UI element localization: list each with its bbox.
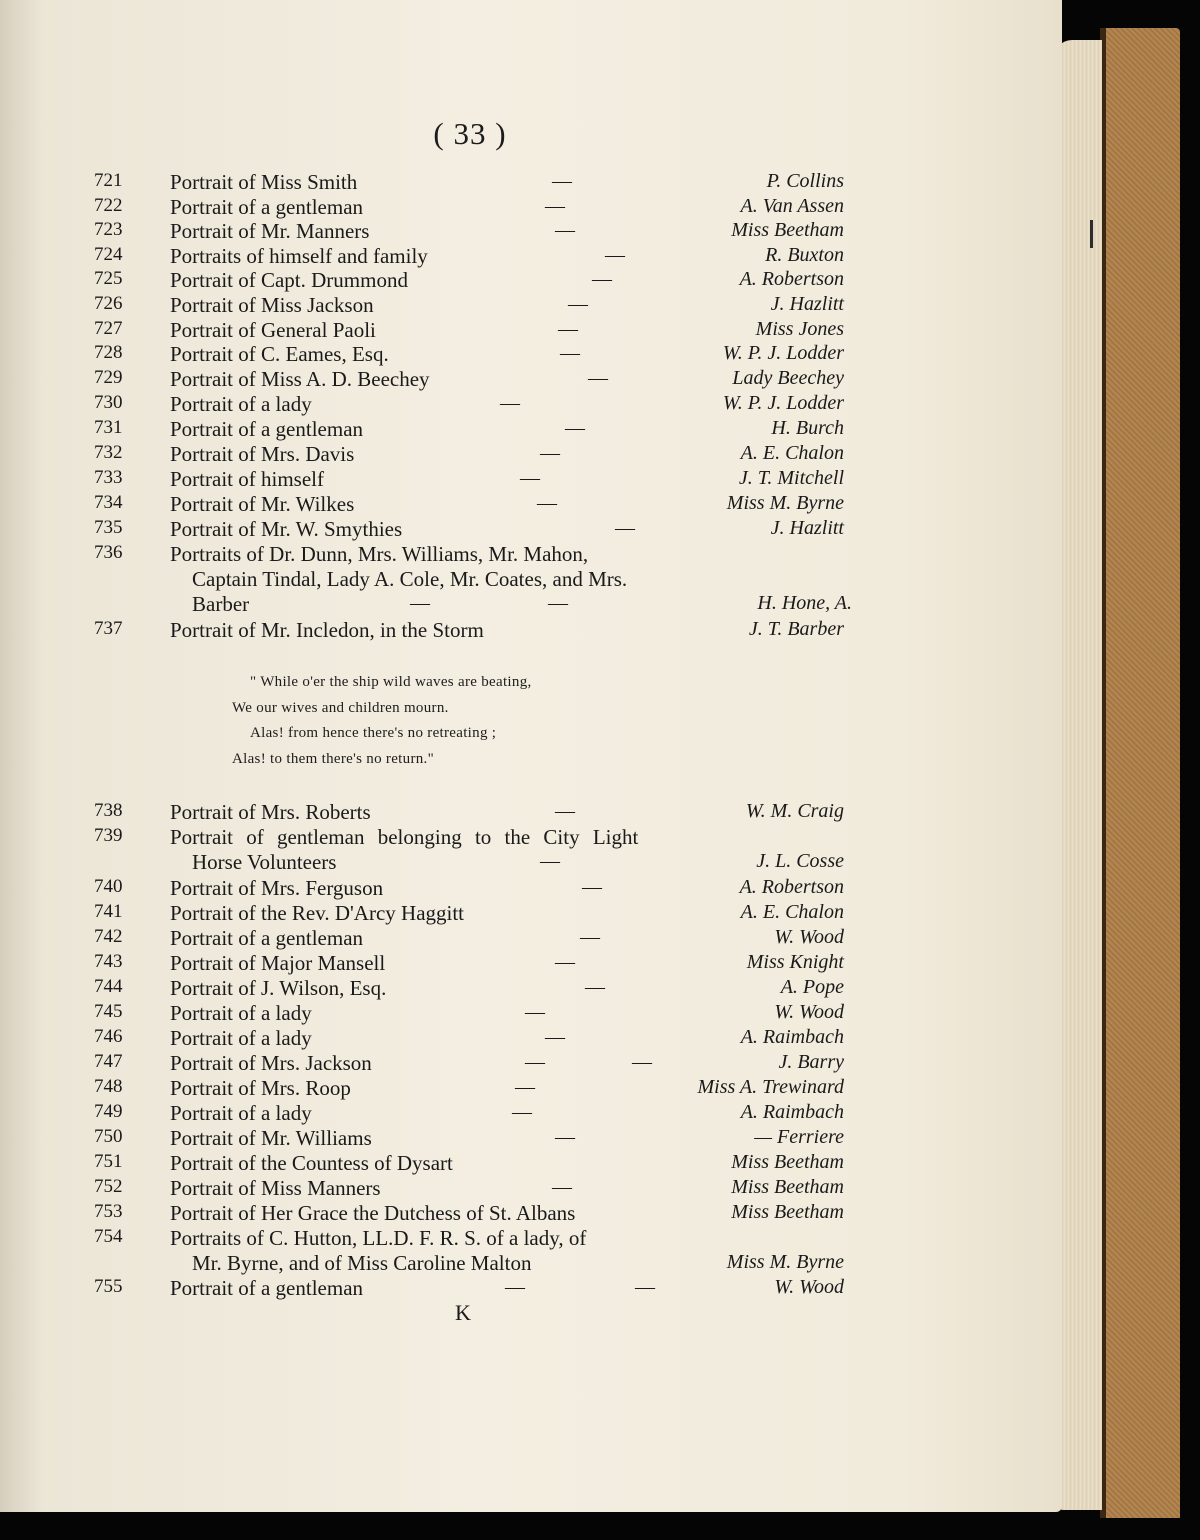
entry-artist: J. Hazlitt bbox=[770, 517, 844, 539]
catalogue-entry bbox=[0, 517, 1062, 543]
entry-artist: Miss Beetham bbox=[731, 1176, 844, 1198]
entry-dash: — bbox=[515, 1076, 535, 1098]
entry-number: 721 bbox=[94, 170, 123, 191]
entry-title-line-2: Horse Volunteers bbox=[192, 850, 337, 874]
entry-dash: — bbox=[555, 800, 575, 822]
entry-artist: Miss M. Byrne bbox=[726, 492, 844, 514]
catalogue-entry bbox=[0, 392, 1062, 418]
entry-artist: A. Robertson bbox=[739, 268, 844, 290]
entry-number: 754 bbox=[94, 1226, 123, 1247]
entry-title: Portrait of Her Grace the Dutchess of St. Albans bbox=[170, 1201, 576, 1225]
entry-artist: W. Wood bbox=[774, 1276, 844, 1298]
entry-artist: P. Collins bbox=[766, 170, 844, 192]
book-cover-edge bbox=[1100, 28, 1180, 1518]
entry-title: Portrait of a gentleman bbox=[170, 417, 364, 441]
entry-title: Portrait of the Rev. D'Arcy Haggitt bbox=[170, 901, 465, 925]
entry-artist: Miss Jones bbox=[755, 318, 844, 340]
entry-artist: A. E. Chalon bbox=[740, 901, 844, 923]
entry-artist: A. Pope bbox=[780, 976, 844, 998]
bookmark-ribbon bbox=[1090, 220, 1093, 248]
entry-number: 742 bbox=[94, 926, 123, 947]
entry-number: 752 bbox=[94, 1176, 123, 1197]
entry-dash: — bbox=[540, 850, 560, 872]
entry-artist: R. Buxton bbox=[765, 244, 844, 266]
entry-number: 755 bbox=[94, 1276, 123, 1297]
entry-dash: — bbox=[552, 170, 572, 192]
entry-number: 729 bbox=[94, 367, 123, 388]
entry-title: Portrait of a gentleman bbox=[170, 926, 364, 950]
catalogue-entry bbox=[0, 293, 1062, 319]
entry-title: Portrait of a gentleman bbox=[170, 195, 364, 219]
entry-title: Portrait of a gentleman bbox=[170, 1276, 364, 1300]
entry-number: 746 bbox=[94, 1026, 123, 1047]
entry-dash: — bbox=[552, 1176, 572, 1198]
entry-number: 724 bbox=[94, 244, 123, 265]
entry-artist: A. Raimbach bbox=[740, 1026, 844, 1048]
entry-artist: W. Wood bbox=[774, 926, 844, 948]
verse-line: Alas! to them there's no return." bbox=[232, 751, 435, 767]
entry-artist: W. Wood bbox=[774, 1001, 844, 1023]
entry-number: 727 bbox=[94, 318, 123, 339]
verse-line: Alas! from hence there's no retreating ; bbox=[250, 725, 497, 741]
entry-number: 735 bbox=[94, 517, 123, 538]
catalogue-entry bbox=[0, 195, 1062, 221]
catalogue-entry bbox=[0, 1176, 1062, 1202]
catalogue-entry bbox=[0, 1051, 1062, 1077]
entry-dash: — bbox=[580, 926, 600, 948]
entry-number: 744 bbox=[94, 976, 123, 997]
entry-dash: — bbox=[588, 367, 608, 389]
entry-number: 723 bbox=[94, 219, 123, 240]
entry-artist: Miss Beetham bbox=[731, 1201, 844, 1223]
catalogue-entry bbox=[0, 1201, 1062, 1227]
entry-dash: — bbox=[540, 442, 560, 464]
entry-dash: — bbox=[545, 1026, 565, 1048]
entry-artist: Miss A. Trewinard bbox=[697, 1076, 844, 1098]
catalogue-entry bbox=[0, 318, 1062, 344]
entry-number: 751 bbox=[94, 1151, 123, 1172]
entry-number: 733 bbox=[94, 467, 123, 488]
entry-title: Portrait of Mrs. Jackson bbox=[170, 1051, 372, 1075]
entry-dash: — bbox=[537, 492, 557, 514]
entry-dash: — bbox=[555, 219, 575, 241]
entry-title: Portraits of Dr. Dunn, Mrs. Williams, Mr. Mahon, bbox=[170, 542, 589, 566]
catalogue-entry bbox=[0, 170, 1062, 196]
entry-number: 726 bbox=[94, 293, 123, 314]
entry-title: Portrait of Mr. Williams bbox=[170, 1126, 372, 1150]
catalogue-entry bbox=[0, 976, 1062, 1002]
entry-dash: — bbox=[582, 876, 602, 898]
catalogue-entry bbox=[0, 1151, 1062, 1177]
entry-title: Portraits of C. Hutton, LL.D. F. R. S. of a lady, of bbox=[170, 1226, 587, 1250]
entry-dash: — bbox=[568, 293, 588, 315]
entry-title: Portraits of himself and family bbox=[170, 244, 428, 268]
catalogue-entry bbox=[0, 1001, 1062, 1027]
entry-artist: J. T. Mitchell bbox=[738, 467, 844, 489]
entry-number: 740 bbox=[94, 876, 123, 897]
entry-dash: — bbox=[545, 195, 565, 217]
entry-title: Portrait of Mr. Incledon, in the Storm bbox=[170, 618, 484, 642]
entry-number: 730 bbox=[94, 392, 123, 413]
entry-artist: Miss M. Byrne bbox=[726, 1251, 844, 1273]
entry-artist: W. M. Craig bbox=[745, 800, 844, 822]
entry-artist: Miss Beetham bbox=[731, 219, 844, 241]
entry-dash: — bbox=[520, 467, 540, 489]
entry-artist: H. Burch bbox=[771, 417, 844, 439]
catalogue-entry bbox=[0, 800, 1062, 826]
entry-dash: — bbox=[548, 592, 568, 614]
entry-artist: W. P. J. Lodder bbox=[722, 342, 844, 364]
catalogue-entry bbox=[0, 417, 1062, 443]
entry-dash: — bbox=[560, 342, 580, 364]
catalogue-entry-continuation bbox=[0, 1251, 1062, 1277]
entry-artist: Lady Beechey bbox=[732, 367, 844, 389]
entry-number: 722 bbox=[94, 195, 123, 216]
entry-dash: — bbox=[558, 318, 578, 340]
entry-title: Portrait of C. Eames, Esq. bbox=[170, 342, 389, 366]
catalogue-entry bbox=[0, 1101, 1062, 1127]
catalogue-entry bbox=[0, 1226, 1062, 1252]
catalogue-entry bbox=[0, 876, 1062, 902]
catalogue-entry bbox=[0, 467, 1062, 493]
entry-title: Portrait of Mr. W. Smythies bbox=[170, 517, 403, 541]
catalogue-entry bbox=[0, 1276, 1062, 1302]
verse-line: " While o'er the ship wild waves are beating, bbox=[250, 674, 532, 690]
catalogue-entry bbox=[0, 825, 1062, 851]
entry-title: Portrait of Major Mansell bbox=[170, 951, 386, 975]
catalogue-entry-continuation bbox=[0, 567, 1062, 593]
entry-number: 753 bbox=[94, 1201, 123, 1222]
signature-mark: K bbox=[455, 1300, 471, 1325]
entry-artist: A. Van Assen bbox=[740, 195, 844, 217]
catalogue-entry bbox=[0, 492, 1062, 518]
entry-artist: Miss Knight bbox=[746, 951, 844, 973]
entry-title: Portrait of the Countess of Dysart bbox=[170, 1151, 453, 1175]
entry-artist: Miss Beetham bbox=[731, 1151, 844, 1173]
entry-dash: — bbox=[525, 1001, 545, 1023]
entry-number: 728 bbox=[94, 342, 123, 363]
entry-dash: — bbox=[555, 1126, 575, 1148]
entry-artist: — Ferriere bbox=[754, 1126, 844, 1148]
page-number-header: ( 33 ) bbox=[433, 116, 507, 151]
catalogue-entry bbox=[0, 268, 1062, 294]
entry-title: Portrait of Miss Manners bbox=[170, 1176, 381, 1200]
verse-line: We our wives and children mourn. bbox=[232, 700, 449, 716]
entry-artist: A. E. Chalon bbox=[740, 442, 844, 464]
entry-dash: — bbox=[505, 1276, 525, 1298]
entry-number: 736 bbox=[94, 542, 123, 563]
entry-artist: W. P. J. Lodder bbox=[722, 392, 844, 414]
entry-title: Portrait of Mrs. Roop bbox=[170, 1076, 351, 1100]
entry-dash: — bbox=[410, 592, 430, 614]
entry-artist: J. T. Barber bbox=[748, 618, 844, 640]
catalogue-entry-continuation bbox=[0, 592, 1062, 618]
catalogue-entry bbox=[0, 442, 1062, 468]
entry-artist: H. Hone, A. bbox=[757, 592, 852, 614]
entry-artist: J. Barry bbox=[778, 1051, 844, 1073]
entry-dash: — bbox=[525, 1051, 545, 1073]
catalogue-entry bbox=[0, 951, 1062, 977]
entry-title: Portrait of Mr. Wilkes bbox=[170, 492, 355, 516]
catalogue-entry-continuation bbox=[0, 850, 1062, 876]
entry-artist: A. Robertson bbox=[739, 876, 844, 898]
entry-title: Portrait of a lady bbox=[170, 1101, 312, 1125]
entry-dash: — bbox=[555, 951, 575, 973]
entry-number: 745 bbox=[94, 1001, 123, 1022]
catalogue-entry bbox=[0, 1026, 1062, 1052]
catalogue-entry bbox=[0, 926, 1062, 952]
entry-artist: J. Hazlitt bbox=[770, 293, 844, 315]
entry-artist: J. L. Cosse bbox=[756, 850, 844, 872]
entry-title: Portrait of himself bbox=[170, 467, 324, 491]
catalogue-entry bbox=[0, 542, 1062, 568]
entry-title: Portrait of Miss Smith bbox=[170, 170, 358, 194]
entry-dash: — bbox=[605, 244, 625, 266]
entry-dash: — bbox=[565, 417, 585, 439]
entry-dash: — bbox=[615, 517, 635, 539]
entry-number: 739 bbox=[94, 825, 123, 846]
entry-title: Portrait of Mrs. Ferguson bbox=[170, 876, 384, 900]
catalogue-entry bbox=[0, 901, 1062, 927]
entry-title: Portrait of Mrs. Roberts bbox=[170, 800, 371, 824]
catalogue-entry bbox=[0, 244, 1062, 270]
catalogue-entry bbox=[0, 1076, 1062, 1102]
entry-title: Portrait of Mrs. Davis bbox=[170, 442, 355, 466]
entry-title-line-2: Mr. Byrne, and of Miss Caroline Malton bbox=[192, 1251, 532, 1275]
entry-number: 725 bbox=[94, 268, 123, 289]
entry-title: Portrait of Miss Jackson bbox=[170, 293, 374, 317]
entry-number: 734 bbox=[94, 492, 123, 513]
entry-dash: — bbox=[500, 392, 520, 414]
entry-title: Portrait of General Paoli bbox=[170, 318, 376, 342]
entry-dash: — bbox=[592, 268, 612, 290]
entry-title: Portrait of Capt. Drummond bbox=[170, 268, 408, 292]
entry-dash: — bbox=[632, 1051, 652, 1073]
entry-number: 731 bbox=[94, 417, 123, 438]
catalogue-entry bbox=[0, 342, 1062, 368]
entry-dash: — bbox=[512, 1101, 532, 1123]
entry-number: 741 bbox=[94, 901, 123, 922]
catalogue-entry bbox=[0, 367, 1062, 393]
catalogue-entry bbox=[0, 1126, 1062, 1152]
entry-title: Portrait of J. Wilson, Esq. bbox=[170, 976, 387, 1000]
entry-title-line-2: Captain Tindal, Lady A. Cole, Mr. Coates, and Mrs. bbox=[192, 567, 628, 591]
entry-number: 750 bbox=[94, 1126, 123, 1147]
entry-number: 738 bbox=[94, 800, 123, 821]
entry-number: 747 bbox=[94, 1051, 123, 1072]
entry-title: Portrait of gentleman belonging to the City Light bbox=[170, 825, 639, 849]
entry-title: Portrait of a lady bbox=[170, 1026, 312, 1050]
entry-number: 749 bbox=[94, 1101, 123, 1122]
entry-title: Portrait of a lady bbox=[170, 1001, 312, 1025]
entry-number: 737 bbox=[94, 618, 123, 639]
entry-artist: A. Raimbach bbox=[740, 1101, 844, 1123]
entry-number: 732 bbox=[94, 442, 123, 463]
entry-number: 743 bbox=[94, 951, 123, 972]
entry-title-line-3: Barber bbox=[192, 592, 250, 616]
entry-dash: — bbox=[635, 1276, 655, 1298]
entry-title: Portrait of Miss A. D. Beechey bbox=[170, 367, 430, 391]
catalogue-entry bbox=[0, 219, 1062, 245]
entry-number: 748 bbox=[94, 1076, 123, 1097]
entry-dash: — bbox=[585, 976, 605, 998]
catalogue-entry bbox=[0, 618, 1062, 644]
entry-title: Portrait of a lady bbox=[170, 392, 312, 416]
entry-title: Portrait of Mr. Manners bbox=[170, 219, 370, 243]
